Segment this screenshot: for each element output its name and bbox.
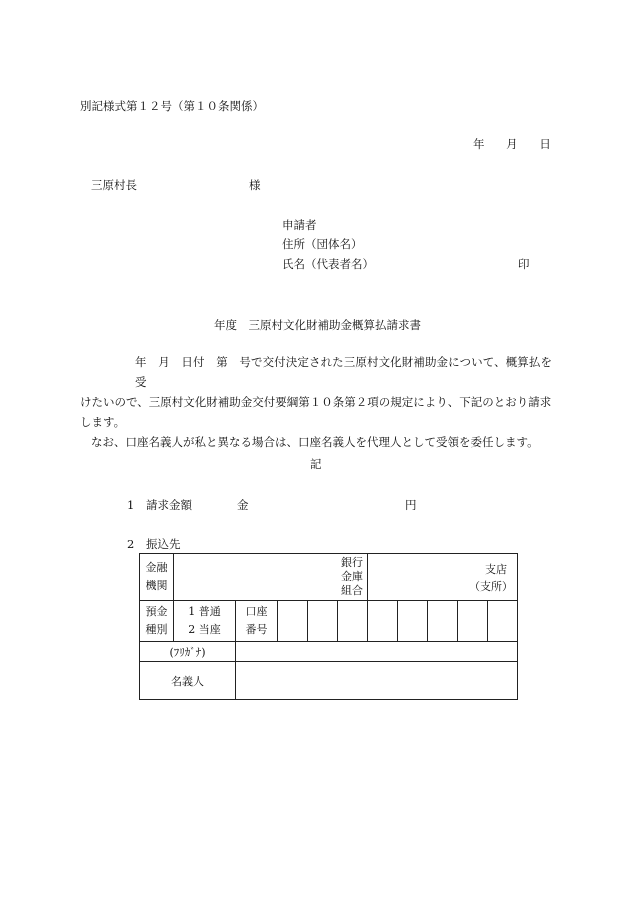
institution-label-1: 金融	[145, 561, 168, 574]
body-line-3: します。	[80, 415, 126, 429]
account-digit-cell[interactable]	[428, 601, 458, 642]
date-day: 日	[539, 137, 551, 151]
account-label-cell	[236, 601, 278, 642]
addressee-honorific: 様	[249, 178, 261, 192]
applicant-heading: 申請者	[282, 218, 317, 232]
deposit-label-2: 種別	[145, 623, 168, 636]
item1-yen: 円	[405, 498, 417, 512]
account-digit-cell[interactable]	[338, 601, 368, 642]
item1-label: 請求金額	[146, 498, 192, 512]
bank-row-account	[140, 601, 518, 642]
applicant-address-label: 住所（団体名）	[282, 237, 363, 251]
deposit-options-cell[interactable]	[174, 601, 236, 642]
deposit-option-current[interactable]: 2 当座	[188, 623, 221, 636]
account-digit-cell[interactable]	[368, 601, 398, 642]
institution-label-cell	[140, 554, 174, 601]
deposit-option-ordinary[interactable]: 1 普通	[188, 605, 221, 618]
bank-name-cell[interactable]	[174, 554, 368, 601]
body-line-2: けたいので、三原村文化財補助金交付要綱第１０条第２項の規定により、下記のとおり請求	[80, 395, 552, 409]
bank-row-holder	[140, 662, 518, 700]
account-label-1: 口座	[245, 605, 268, 618]
item1-number: 1	[127, 498, 135, 512]
account-digit-cell[interactable]	[488, 601, 518, 642]
date-line	[473, 139, 551, 151]
deposit-label-1: 預金	[145, 605, 168, 618]
document-title: 年度 三原村文化財補助金概算払請求書	[214, 318, 421, 332]
bank-type-shinkin: 金庫	[341, 570, 363, 583]
account-digit-cell[interactable]	[278, 601, 308, 642]
deposit-label-cell	[140, 601, 174, 642]
bank-type-bank: 銀行	[341, 556, 363, 569]
seal-mark: 印	[518, 257, 530, 271]
date-month: 月	[506, 137, 518, 151]
branch-name-cell[interactable]	[368, 554, 518, 601]
account-label-2: 番号	[245, 623, 268, 636]
ki-mark: 記	[310, 457, 322, 471]
item2-label: 振込先	[146, 537, 181, 551]
furigana-input-cell[interactable]	[236, 642, 518, 662]
body-line-4: なお、口座名義人が私と異なる場合は、口座名義人を代理人として受領を委任します。	[91, 435, 539, 449]
institution-label-2: 機関	[145, 579, 168, 592]
body-line-1: 年 月 日付 第 号で交付決定された三原村文化財補助金について、概算払を受	[135, 355, 552, 389]
holder-label: 名義人	[140, 662, 236, 700]
account-digit-cell[interactable]	[398, 601, 428, 642]
applicant-name-label: 氏名（代表者名）	[282, 257, 374, 271]
item1-kin: 金	[237, 498, 249, 512]
branch-labels	[469, 561, 513, 595]
body-paragraph	[80, 352, 552, 452]
bank-row-furigana	[140, 642, 518, 662]
account-digit-cell[interactable]	[458, 601, 488, 642]
furigana-label: (ﾌﾘｶﾞﾅ)	[140, 642, 236, 662]
addressee-name: 三原村長	[91, 178, 137, 192]
branch-label: 支店	[485, 563, 507, 576]
account-digit-cell[interactable]	[308, 601, 338, 642]
bank-table	[139, 553, 518, 700]
date-year: 年	[473, 137, 485, 151]
bank-row-institution	[140, 554, 518, 601]
holder-input-cell[interactable]	[236, 662, 518, 700]
bank-type-labels	[341, 556, 363, 598]
branch-sub-label: （支所）	[469, 580, 513, 593]
form-number: 別記様式第１２号（第１０条関係）	[80, 99, 264, 113]
bank-type-kumiai: 組合	[341, 584, 363, 597]
item2-number: 2	[127, 537, 135, 551]
